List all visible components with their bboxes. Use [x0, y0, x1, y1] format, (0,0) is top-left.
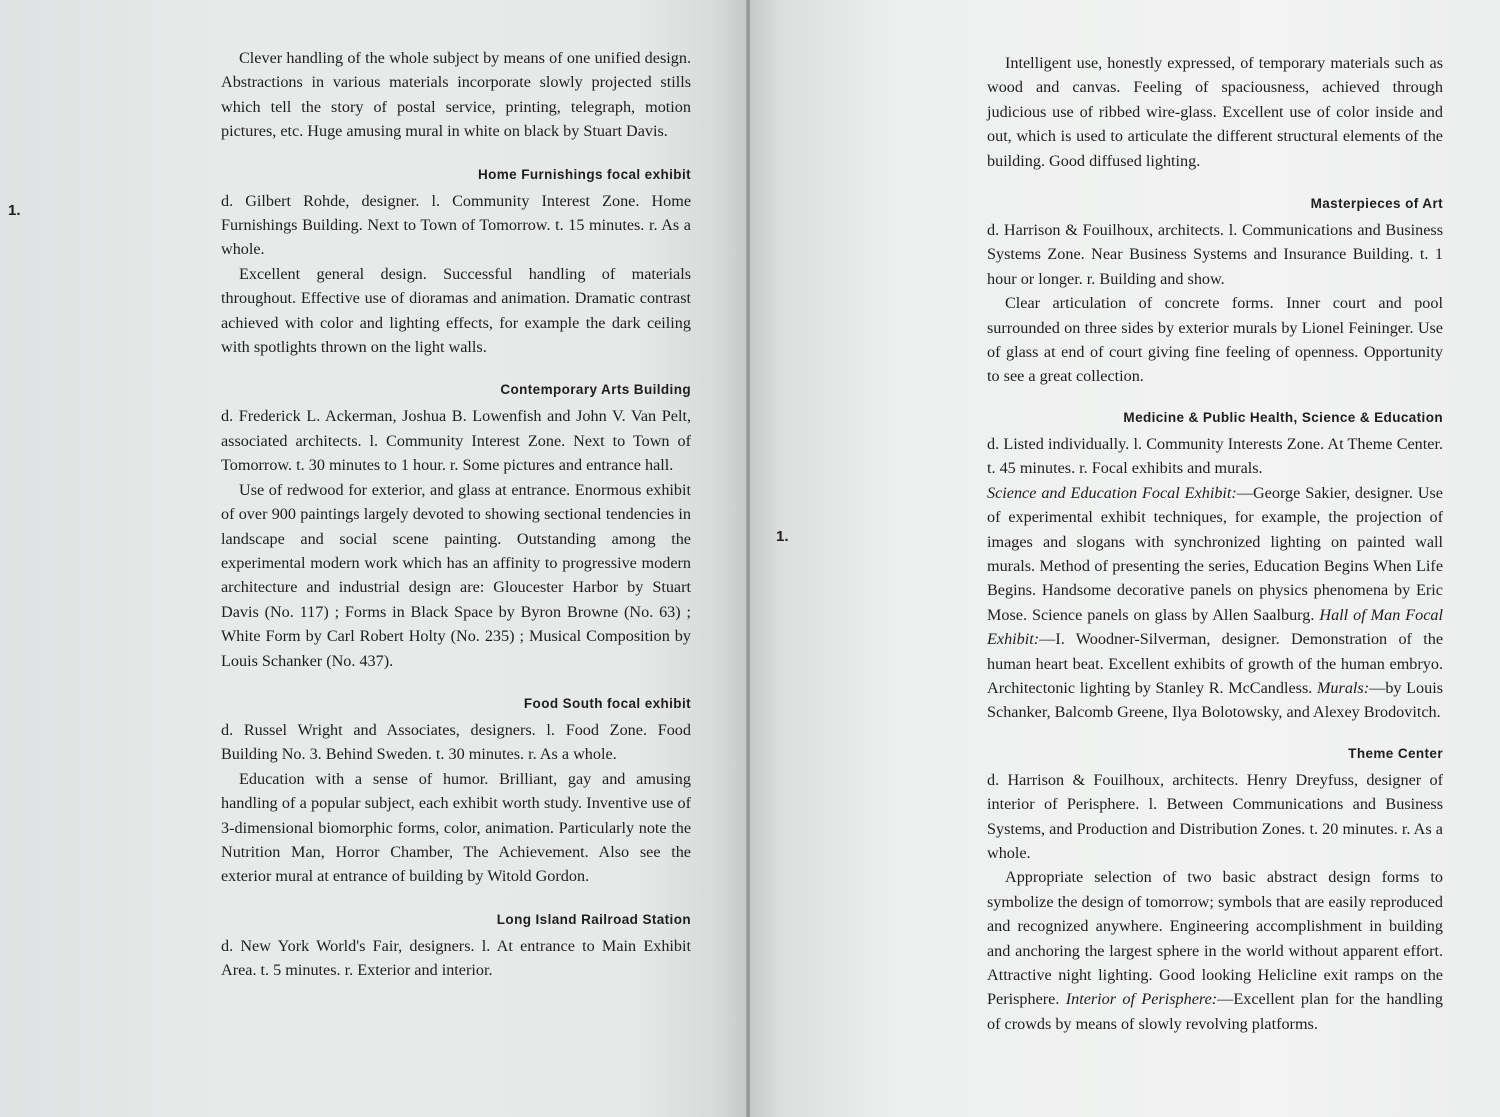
text-masterpieces-of-art: Clear articulation of concrete forms. Inner court and pool surrounded on three sides by exterior murals by Lionel Feininger. Use of glass at end of court giving fine feeling of openness. Opportunity to see a great collection. [987, 294, 1443, 386]
left-column [221, 46, 691, 983]
label-interior-perisphere: Interior of Perisphere: [1065, 990, 1218, 1009]
details-masterpieces-of-art: d. Harrison & Fouilhoux, architects. l. Communications and Business Systems Zone. Near Business Systems and Insurance Building. t. 1 hour or longer. r. Building and show. [987, 221, 1443, 288]
text-theme-center-body: Appropriate selection of two basic abstract design forms to symbolize the design of tomorrow; symbols that are easily reproduced and recognized anywhere. Engineering accomplishment in building and anchoring the largest sphere in the world without apparent effort. Attractive night lighting. Good looking Helicline exit ramps on the Perisphere. [987, 868, 1443, 1009]
text-interior-perisphere: —Excellent plan for the handling of crowds by means of slowly revolving platforms. [987, 990, 1444, 1033]
details-medicine-science: d. Listed individually. l. Community Interests Zone. At Theme Center. t. 45 minutes. r. Focal exhibits and murals. [987, 434, 1443, 478]
text-food-south: Education with a sense of humor. Brilliant, gay and amusing handling of a popular subject, each exhibit worth study. Inventive use of 3-dimensional biomorphic forms, color, animation. Particularly note the Nutrition Man, Horror Chamber, The Achievement. Also see the exterior mural at entrance of building by Witold Gordon. [221, 769, 691, 886]
text-science-education: —George Sakier, designer. Use of experimental exhibit techniques, for example, the projection of images and slogans with synchronized lighting on painted wall murals. Method of presenting the series, Education Begins When Life Begins. Handsome decorative panels on physics phenomena by Eric Mose. Science panels on glass by Allen Saalburg. [987, 483, 1443, 624]
label-hall-of-man: Hall of Man Focal Exhibit: [987, 605, 1443, 649]
details-long-island-railroad: d. New York World's Fair, designers. l. At entrance to Main Exhibit Area. t. 5 minutes. r. Exterior and interior. [221, 936, 691, 980]
heading-home-furnishings: Home Furnishings focal exhibit [477, 166, 691, 182]
heading-theme-center: Theme Center [1348, 745, 1443, 761]
left-page [0, 0, 748, 1117]
text-medicine-science [987, 481, 1443, 725]
heading-masterpieces-of-art: Masterpieces of Art [1310, 196, 1443, 212]
details-food-south: d. Russel Wright and Associates, designers. l. Food Zone. Food Building No. 3. Behind Sweden. t. 30 minutes. r. As a whole. [221, 720, 691, 764]
left-page-marker: 1. [8, 202, 21, 219]
text-theme-center [987, 865, 1443, 1036]
right-page-marker: 1. [776, 528, 789, 545]
heading-contemporary-arts: Contemporary Arts Building [500, 382, 691, 398]
details-theme-center: d. Harrison & Fouilhoux, architects. Henry Dreyfuss, designer of interior of Perisphere. l. Between Communications and Business Systems, and Production and Distribution Zones. t. 20 minutes. r. As a whole. [987, 770, 1443, 862]
text-murals: —by Louis Schanker, Balcomb Greene, Ilya Bolotowsky, and Alexey Brodovitch. [987, 678, 1444, 722]
label-science-education: Science and Education Focal Exhibit: [987, 483, 1237, 502]
heading-long-island-railroad: Long Island Railroad Station [496, 911, 691, 927]
label-murals: Murals: [1316, 678, 1370, 697]
heading-food-south: Food South focal exhibit [523, 695, 691, 711]
text-contemporary-arts: Use of redwood for exterior, and glass at entrance. Enormous exhibit of over 900 paintings largely devoted to showing sectional tendencies in landscape and social scene painting. Outstanding among the experimental modern work which has an affinity to progressive modern architecture and industrial design are: Gloucester Harbor by Stuart Davis (No. 117) ; Forms in Black Space by Byron Browne (No. 63) ; White Form by Carl Robert Holty (No. 235) ; Musical Composition by Louis Schanker (No. 437). [221, 480, 691, 670]
right-column [987, 51, 1443, 1036]
text-home-furnishings: Excellent general design. Successful handling of materials throughout. Effective use of dioramas and animation. Dramatic contrast achieved with color and lighting effects, for example the dark ceiling with spotlights thrown on the light walls. [221, 264, 691, 357]
right-intro-paragraph: Intelligent use, honestly expressed, of temporary materials such as wood and canvas. Feeling of spaciousness, achieved through judicious use of ribbed wire-glass. Excellent use of color inside and out, which is used to articulate the different structural elements of the building. Good diffused lighting. [987, 54, 1443, 170]
left-intro-paragraph: Clever handling of the whole subject by means of one unified design. Abstractions in various materials incorporate slowly projected stills which tell the story of postal service, printing, telegraph, motion pictures, etc. Huge amusing mural in white on black by Stuart Davis. [221, 49, 691, 141]
right-page [750, 0, 1500, 1117]
details-home-furnishings: d. Gilbert Rohde, designer. l. Community Interest Zone. Home Furnishings Building. Next to Town of Tomorrow. t. 15 minutes. r. As a whole. [221, 191, 691, 259]
text-hall-of-man: —I. Woodner-Silverman, designer. Demonstration of the human heart beat. Excellent exhibits of growth of the human embryo. Architectonic lighting by Stanley R. McCandless. [987, 630, 1443, 697]
heading-medicine-science: Medicine & Public Health, Science & Education [1123, 409, 1443, 425]
details-contemporary-arts: d. Frederick L. Ackerman, Joshua B. Lowenfish and John V. Van Pelt, associated architects. l. Community Interest Zone. Next to Town of Tomorrow. t. 30 minutes to 1 hour. r. Some pictures and entrance hall. [221, 407, 691, 475]
